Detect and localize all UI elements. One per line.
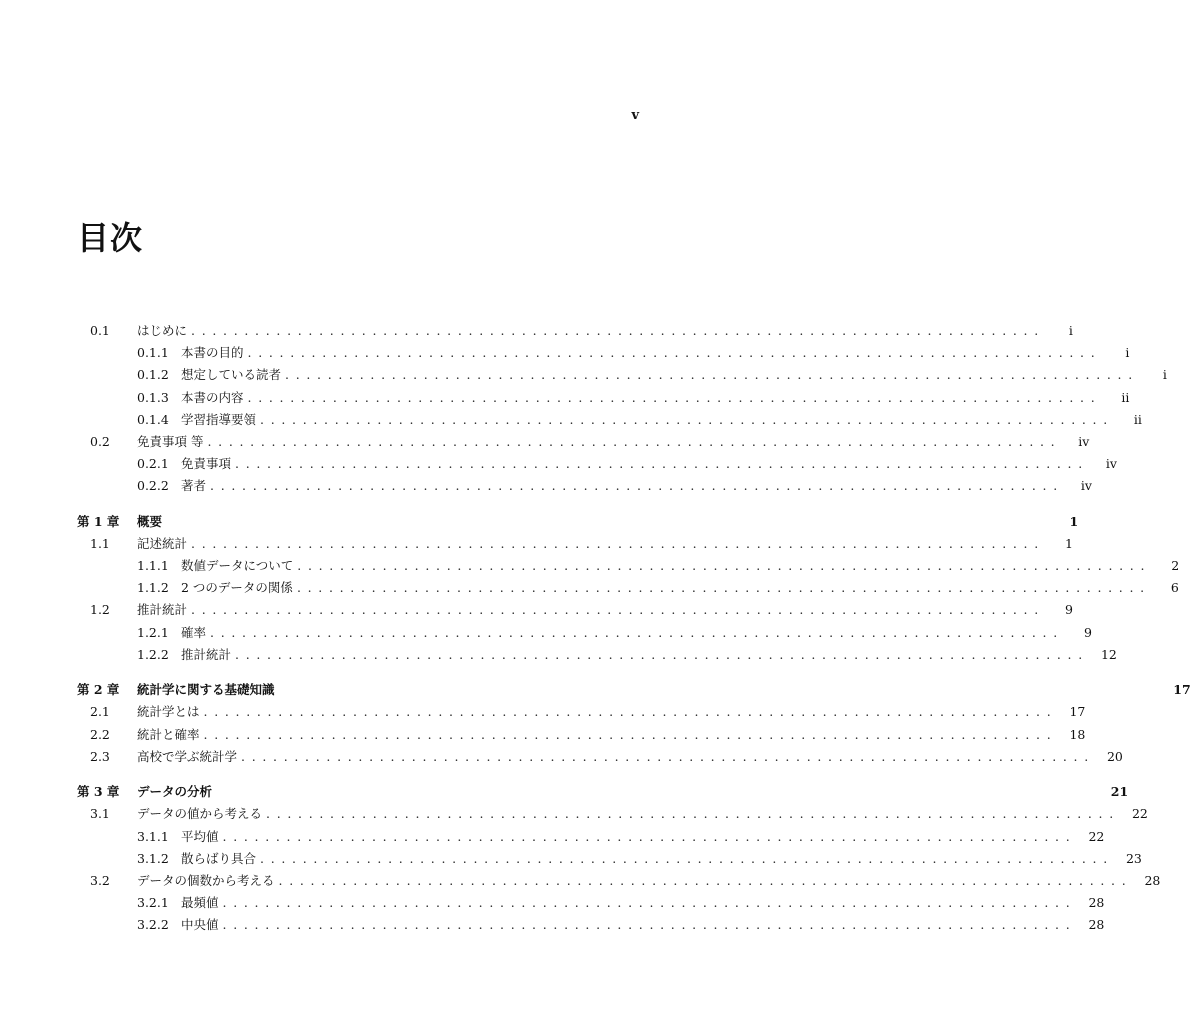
toc-entry-subsection[interactable]	[77, 644, 1117, 666]
toc-entry-section[interactable]	[77, 599, 1073, 621]
toc-leader-dots: ................................................................................	[266, 806, 1120, 822]
toc-entry-page: 9	[1083, 624, 1092, 640]
toc-entry-title: 統計と確率	[137, 726, 200, 742]
toc-entry-title: 2 つのデータの関係	[181, 580, 293, 596]
toc-entry-chapter[interactable]	[77, 781, 1129, 803]
toc-entry-number: 第 3 章	[77, 784, 120, 800]
toc-entry-title: 推計統計	[181, 646, 232, 662]
toc-entry-subsection[interactable]	[77, 475, 1092, 497]
toc-leader-dots: ................................................................................	[235, 456, 1089, 472]
toc-entry-page: 22	[1088, 828, 1105, 844]
toc-entry-number: 0.2	[90, 433, 110, 449]
toc-entry-page: 23	[1125, 850, 1142, 866]
toc-leader-dots: ................................................................................	[235, 646, 1089, 662]
toc-leader-dots: ................................................................................	[207, 433, 1062, 449]
toc-entry-page: 28	[1088, 895, 1105, 911]
toc-entry-page: 6	[1170, 580, 1179, 596]
toc-entry-number: 0.1.2	[137, 367, 169, 383]
toc-leader-dots: ................................................................................	[247, 345, 1102, 361]
toc-entry-subsection[interactable]	[77, 453, 1117, 475]
toc-leader-dots: ................................................................................	[260, 850, 1114, 866]
toc-entry-number: 1.2	[90, 602, 110, 618]
toc-entry-number: 0.1	[90, 323, 110, 338]
toc-entry-page: ii	[1121, 389, 1130, 405]
toc-entry-subsection[interactable]	[77, 892, 1105, 914]
toc-leader-dots: ................................................................................	[203, 704, 1058, 720]
toc-entry-section[interactable]	[77, 724, 1086, 746]
toc-entry-subsection[interactable]	[77, 342, 1130, 364]
toc-entry-section[interactable]	[77, 533, 1073, 555]
toc-entry-number: 3.2.2	[137, 917, 169, 933]
toc-entry-page: 1	[1064, 535, 1073, 551]
toc-entry-section[interactable]	[77, 701, 1086, 723]
toc-entry-number: 2.2	[90, 726, 110, 742]
toc-entry-subsection[interactable]	[77, 555, 1180, 577]
toc-leader-dots: ................................................................................	[297, 558, 1152, 574]
toc-entry-title: 本書の目的	[181, 345, 244, 361]
toc-entry-title: 想定している読者	[181, 367, 282, 383]
toc-leader-dots: ................................................................................	[296, 580, 1151, 596]
toc-entry-page: 18	[1069, 726, 1086, 742]
toc-entry-number: 3.1.2	[137, 850, 169, 866]
toc-entry-section[interactable]	[77, 803, 1148, 825]
toc-leader-dots: ................................................................................	[285, 367, 1139, 383]
toc-entry-number: 第 1 章	[77, 513, 120, 529]
toc-entry-number: 2.3	[90, 748, 110, 764]
toc-entry-page: iv	[1080, 478, 1092, 494]
toc-entry-title: 記述統計	[137, 535, 188, 551]
toc-entry-section[interactable]	[77, 746, 1123, 768]
toc-entry-title: 中央値	[181, 917, 219, 933]
toc-entry-number: 1.2.1	[137, 624, 169, 640]
toc-entry-title: 著者	[181, 478, 207, 494]
toc-entry-number: 3.2.1	[137, 895, 169, 911]
page-number: v	[631, 108, 639, 123]
toc-entry-page: 9	[1064, 602, 1073, 618]
toc-entry-title: 概要	[137, 513, 163, 529]
toc-entry-page: i	[1068, 323, 1073, 338]
toc-entry-section[interactable]	[77, 320, 1073, 342]
toc-entry-title: 本書の内容	[181, 389, 244, 405]
toc-entry-number: 3.2	[90, 872, 110, 888]
toc-entry-page: 1	[1069, 513, 1079, 529]
toc-entry-page: 21	[1110, 784, 1129, 800]
toc-entry-title: 散らばり具合	[181, 850, 257, 866]
toc-entry-page: 12	[1100, 646, 1117, 662]
toc-entry-page: 28	[1088, 917, 1105, 933]
toc-entry-page: 22	[1131, 806, 1148, 822]
toc-entry-title: 平均値	[181, 828, 219, 844]
toc-leader-dots: ................................................................................	[191, 602, 1045, 618]
toc-leader-dots: ................................................................................	[260, 411, 1114, 427]
toc-entry-subsection[interactable]	[77, 622, 1092, 644]
toc-entry-title: はじめに	[137, 323, 188, 338]
toc-entry-number: 3.1	[90, 806, 110, 822]
toc-entry-title: 高校で学ぶ統計学	[137, 748, 238, 764]
toc-entry-page: ii	[1133, 411, 1142, 427]
toc-entry-title: データの分析	[137, 784, 213, 800]
toc-entry-title: 最頻値	[181, 895, 219, 911]
toc-entry-subsection[interactable]	[77, 826, 1105, 848]
toc-entry-page: iv	[1078, 433, 1090, 449]
toc-entry-page: 28	[1144, 872, 1161, 888]
toc-entry-number: 1.1.2	[137, 580, 169, 596]
toc-entry-chapter[interactable]	[77, 679, 1191, 701]
toc-entry-title: 免責事項	[181, 456, 232, 472]
toc-entry-number: 1.1	[90, 535, 110, 551]
toc-entry-number: 0.1.4	[137, 411, 169, 427]
toc-leader-dots: ................................................................................	[191, 323, 1045, 338]
toc-entry-page: 2	[1171, 558, 1180, 574]
toc-entry-page: i	[1162, 367, 1167, 383]
toc-entry-subsection[interactable]	[77, 577, 1179, 599]
toc-entry-title: 統計学に関する基礎知識	[137, 682, 275, 698]
toc-leader-dots: ................................................................................	[241, 748, 1095, 764]
toc-entry-page: 20	[1106, 748, 1123, 764]
toc-entry-subsection[interactable]	[77, 409, 1142, 431]
toc-entry-page: 17	[1173, 682, 1191, 698]
toc-entry-page: i	[1125, 345, 1130, 361]
toc-leader-dots: ................................................................................	[247, 389, 1102, 405]
toc-entry-title: 推計統計	[137, 602, 188, 618]
toc-entry-title: データの個数から考える	[137, 872, 275, 888]
toc-leader-dots: ................................................................................	[222, 828, 1077, 844]
toc-entry-section[interactable]	[77, 870, 1161, 892]
toc-entry-section[interactable]	[77, 431, 1090, 453]
toc-entry-number: 0.2.1	[137, 456, 169, 472]
toc-entry-title: 確率	[181, 624, 207, 640]
toc-leader-dots: ................................................................................	[210, 478, 1064, 494]
toc-entry-subsection[interactable]	[77, 387, 1130, 409]
toc-entry-subsection[interactable]	[77, 914, 1105, 936]
toc-entry-subsection[interactable]	[77, 364, 1167, 386]
toc-entry-page: iv	[1105, 456, 1117, 472]
toc-leader-dots: ................................................................................	[210, 624, 1064, 640]
toc-entry-number: 2.1	[90, 704, 110, 720]
toc-leader-dots: ................................................................................	[278, 872, 1133, 888]
table-of-contents	[77, 320, 1191, 936]
toc-leader-dots: ................................................................................	[203, 726, 1058, 742]
toc-entry-title: 学習指導要領	[181, 411, 257, 427]
toc-entry-number: 1.1.1	[137, 558, 169, 574]
toc-entry-number: 0.2.2	[137, 478, 169, 494]
toc-entry-chapter[interactable]	[77, 511, 1079, 533]
toc-entry-title: 免責事項 等	[137, 433, 204, 449]
toc-entry-title: データの値から考える	[137, 806, 263, 822]
toc-entry-page: 17	[1069, 704, 1086, 720]
toc-entry-number: 0.1.1	[137, 345, 169, 361]
toc-entry-number: 3.1.1	[137, 828, 169, 844]
toc-entry-title: 統計学とは	[137, 704, 200, 720]
page-title: 目次	[77, 219, 144, 257]
toc-leader-dots: ................................................................................	[222, 917, 1077, 933]
toc-entry-number: 第 2 章	[77, 682, 120, 698]
toc-entry-title: 数値データについて	[181, 558, 294, 574]
toc-entry-number: 1.2.2	[137, 646, 169, 662]
toc-leader-dots: ................................................................................	[191, 535, 1045, 551]
toc-entry-subsection[interactable]	[77, 848, 1142, 870]
toc-leader-dots: ................................................................................	[222, 895, 1077, 911]
toc-entry-number: 0.1.3	[137, 389, 169, 405]
